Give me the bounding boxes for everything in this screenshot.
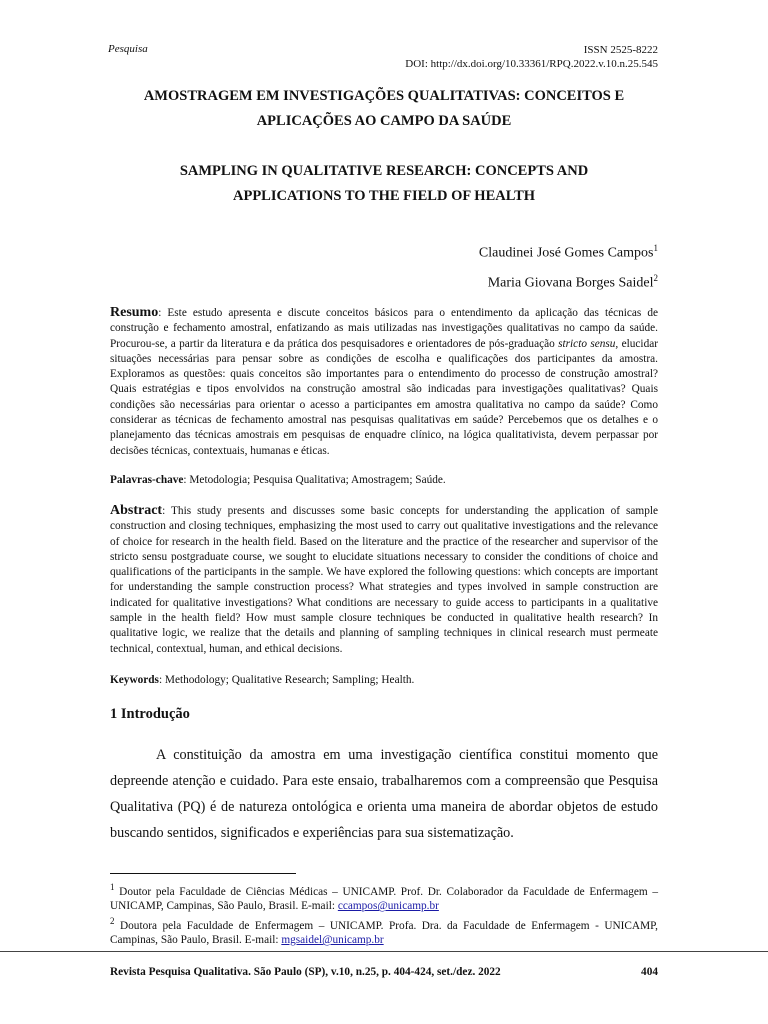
running-header-section: Pesquisa <box>108 43 148 55</box>
title-portuguese <box>90 84 678 134</box>
issn: ISSN 2525-8222 <box>583 44 658 56</box>
resumo-label: Resumo <box>110 305 159 320</box>
author-2: Maria Giovana Borges Saidel$^2$ <box>487 272 658 291</box>
footnotes <box>110 880 658 948</box>
footnote-divider <box>110 873 296 874</box>
footnote-2: $^2$ Doutora pela Faculdade de Enfermagem – UNICAMP. Profa. Dra. da Faculdade de Enfermagem - UNICAMP, Campinas, São Paulo, Brasil. E-mail: mgsaidel@unicamp.br <box>110 915 658 947</box>
keywords-label: Keywords <box>110 674 159 686</box>
title-english <box>90 159 678 209</box>
title-en-line-2: APPLICATIONS TO THE FIELD OF HEALTH <box>232 188 536 204</box>
author-1: Claudinei José Gomes Campos$^1$ <box>478 243 658 261</box>
footer-journal: Revista Pesquisa Qualitativa. São Paulo (SP), v.10, n.25, p. 404-424, set./dez. 2022 <box>110 966 501 978</box>
intro-paragraph: A constituição da amostra em uma investigação científica constitui momento que depreende atenção e cuidado. Para este ensaio, trabalharemos com a compreensão que Pesquisa Qualitativa (PQ) é de natureza ontológica e orienta uma maneira de abordar objetos de estudo buscando sentidos, significados e experiências para sua sistematização. <box>110 747 658 841</box>
author-list <box>479 236 658 295</box>
page-number: 404 <box>641 966 658 978</box>
title-pt-line-2: APLICAÇÕES AO CAMPO DA SAÚDE <box>256 113 512 129</box>
footnote-1-email-link[interactable]: ccampos@unicamp.br <box>337 900 439 913</box>
abstract-label: Abstract <box>110 503 163 518</box>
footnote-1: $^1$ Doutor pela Faculdade de Ciências Médicas – UNICAMP. Prof. Dr. Colaborador da Faculdade de Enfermagem – UNICAMP, Campinas, São Paulo, Brasil. E-mail: ccampos@unicamp.br <box>110 882 658 913</box>
section-heading: 1 Introdução <box>110 706 190 722</box>
title-pt-line-1: AMOSTRAGEM EM INVESTIGAÇÕES QUALITATIVAS: CONCEITOS E <box>143 88 625 104</box>
page-divider <box>0 951 768 952</box>
palavras-chave: Palavras-chave: Metodologia; Pesquisa Qualitativa; Amostragem; Saúde. <box>110 474 446 486</box>
abstract-block: Abstract: This study presents and discusses some basic concepts for understanding the application of sample construction and closing techniques, emphasizing the most used to carry out qualitative investigations and the relevance of choice for research in the health field. Based on the literature and the practice of the researcher and supervisor of the stricto sensu postgraduate course, we sought to elucidate situations necessary to consider the conditions of choice and qualifications of the participants in the sample. We have explored the following questions: which concepts are important for understanding the sample construction process? What strategies and types involved in sample construction are indicated for qualitative investigations? What conditions are necessary to guide access to participants in a qualitative sample in the health field? How must sample closure techniques be conducted in qualitative health research? In qualitative logic, we realize that the details and planning of sampling techniques in clinical research must permeate technical, contextual, human, and ethical decisions. <box>110 503 658 655</box>
keywords: Keywords: Methodology; Qualitative Research; Sampling; Health. <box>110 674 415 686</box>
title-en-line-1: SAMPLING IN QUALITATIVE RESEARCH: CONCEPTS AND <box>179 163 589 179</box>
footnote-2-email-link[interactable]: mgsaidel@unicamp.br <box>281 934 384 947</box>
doi: DOI: http://dx.doi.org/10.33361/RPQ.2022.v.10.n.25.545 <box>405 58 658 70</box>
resumo-block: Resumo: Este estudo apresenta e discute conceitos básicos para o entendimento da aplicação das técnicas de construção e fechamento amostral, enfatizando as mais utilizadas nas investigações qualitativas no campo da saúde. Procurou-se, a partir da literatura e da prática dos pesquisadores e orientadores de pós-graduação stricto sensu, elucidar situações necessárias para pensar sobre as condições de escolha e qualificações dos participantes da amostra. Exploramos as questões: quais conceitos são importantes para o entendimento do processo de construção amostral? Quais estratégias e tipos envolvidos na construção amostral são indicadas para investigações qualitativas? Quais condições são necessárias para orientar o acesso a participantes em amostra qualitativa no campo da saúde? Como considerar as técnicas de fechamento amostral nas pesquisas qualitativas em saúde? Percebemos que os detalhes e o planejamento das técnicas amostrais em pesquisas de enquadre clínico, na lógica qualitativista, devem perpassar por decisões técnicas, contextuais, humanas e éticas. <box>110 305 658 457</box>
palavras-chave-label: Palavras-chave <box>110 474 184 486</box>
running-header-meta <box>405 43 658 71</box>
